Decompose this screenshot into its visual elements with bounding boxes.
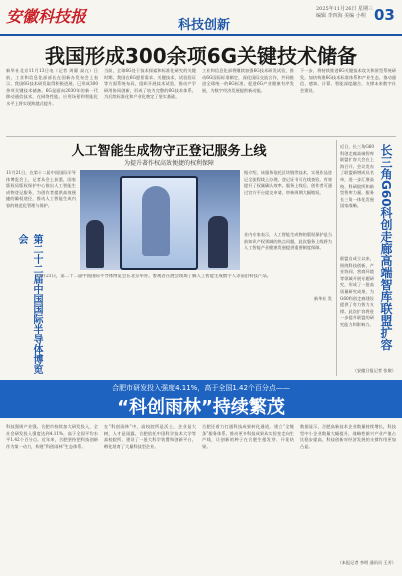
article2-vertical-title: 第二十二届中国国际半导体博览会 (16, 234, 42, 374)
article2-headline: 人工智能生成物守正登记服务上线 (71, 144, 267, 159)
article2-col1: 11月21日，在第十二届中国国际半导体博览会上，记者从会上获悉，国家版权局版权保护中心推出人工智能生成物登记服务，为创作者提供高效便捷的确权途径，推动人工智能生成内容的规范化管理与保护。 (6, 170, 76, 208)
article4-col1: 科技强则产业强。合肥市持续加大研发投入，全社会研发投入强度达到4.11%，高于全国平均水平1.42个百分点。近年来，合肥坚持把科技创新作为第一动力，构建“科创雨林”生态体系。 (6, 424, 98, 449)
photo-caption: 11月21日，第二十二届中国国际半导体博览会在北京举办。参观者在展会现场了解人工智能生成数字人等前沿科技产品。 (36, 274, 272, 279)
main-headline: 我国形成300余项6G关键技术储备 (44, 44, 358, 68)
banner-headline: “科创雨林”持续繁茂 (117, 397, 285, 418)
section-title: 科技创新 (178, 18, 231, 33)
editors-line: 编辑 李四海 美编 小明 (316, 13, 366, 19)
article3-col1: 近日，长三角G60科创走廊高端智库联盟扩容大会在上海召开。会议发布了联盟新增成员名单，进一步汇聚高校、科研院所和新型智库力量，服务长三角一体化发展国家战略。 (340, 144, 374, 209)
article2-subheadline: 为提升著作权高效便捷的权利保障 (123, 160, 214, 167)
article4-credit: （本报记者 李明 通讯员 王芳） (337, 560, 396, 565)
article3-credit: （安徽日报记者 张敏） (352, 368, 396, 373)
photographer-credit: 新华社 发 (313, 296, 332, 301)
article2-col2: 据介绍，该服务依托区块链等技术，实现作品登记全流程线上办理，登记证书可在线查验，有效提升了权属确认效率。服务上线后，创作者可通过官方平台提交申请，审核周期大幅缩短。 (244, 170, 332, 195)
masthead (0, 0, 402, 36)
article2-col3: 业内专家表示，人工智能生成物的版权保护是当前知识产权领域的热点问题，此次服务上线将为人工智能产业健康发展提供重要制度保障。 (244, 232, 332, 251)
visitor (208, 216, 228, 268)
issue-date: 2025年11月26日 星期三 (316, 6, 374, 12)
page-number: 03 (374, 6, 395, 24)
newspaper-logo: 安徽科技报 (6, 7, 87, 26)
article4-col3: 合肥还着力打通科技成果转化通道，建立“全链条”服务体系，推动更多科技成果从实验室走向生产线，让创新的种子在合肥生根发芽、开花结果。 (202, 424, 294, 449)
article4-col2: 在“科创雨林”中，高校院所是沃土，企业是大树，人才是雨露。合肥依托中国科学技术大学等高校院所，建设了一批大科学装置和创新平台，孵化培育了大量科技型企业。 (104, 424, 196, 449)
article4-banner (0, 380, 402, 418)
banner-kicker: 合肥市研发投入强度4.11%，高于全国1.42个百分点—— (112, 384, 290, 392)
article1-col4: 下一步，将持续推进6G关键技术攻关和原型系统研发，加快构建6G技术标准体系和产业生态，推动通信、感知、计算、智能深度融合，支撑未来数字社会建设。 (300, 68, 396, 93)
article1-col2: 当前，全球6G处于技术探索和标准化研究的关键时期。我国在6G愿景需求、关键技术、试验验证等方面系统布局，组织开展技术试验，推动产学研用协同创新，形成了较为完整的6G技术体系，为后续标准化和产业化奠定了坚实基础。 (104, 68, 196, 100)
divider (6, 136, 396, 137)
article4-col4: 数据显示，合肥高新技术企业数量持续增长，科技型中小企业数量大幅提升，战略性新兴产业产值占比稳步提高，科技创新对经济发展的支撑作用更加凸显。 (300, 424, 396, 449)
masthead-meta (316, 6, 373, 20)
article3-vertical-title: 长三角G60科创走廊高端智库联盟扩容 (379, 144, 393, 351)
article3-col2: 联盟自成立以来，围绕科技创新、产业协同、营商环境等领域开展专题研究，形成了一批高质量研究成果，为G60科创走廊建设提供了有力智力支撑。此次扩容将进一步提升联盟的研究能力和影响力。 (340, 256, 374, 327)
expo-photo (80, 170, 240, 270)
article1-col1: 新华社北京11月13日电（记者 周圆 高亢）日前，工业和信息化部部长在国新办发布会上表示，我国6G技术研发取得积极进展，已形成300余项关键技术储备。6G是面向2030年的新一代移动通信技术，在网络性能、应用场景和智能化水平上将实现跨越式提升。 (6, 68, 98, 106)
divider (336, 140, 337, 376)
visitor (86, 220, 104, 268)
article1-col3: 工业和信息化部将继续加强6G技术研发试验，推动6G国际标准制定，深化国际交流合作，共同推进全球统一的6G标准，促进6G产业健康有序发展，为数字经济发展提供新动能。 (202, 68, 294, 93)
digital-human (142, 186, 170, 256)
